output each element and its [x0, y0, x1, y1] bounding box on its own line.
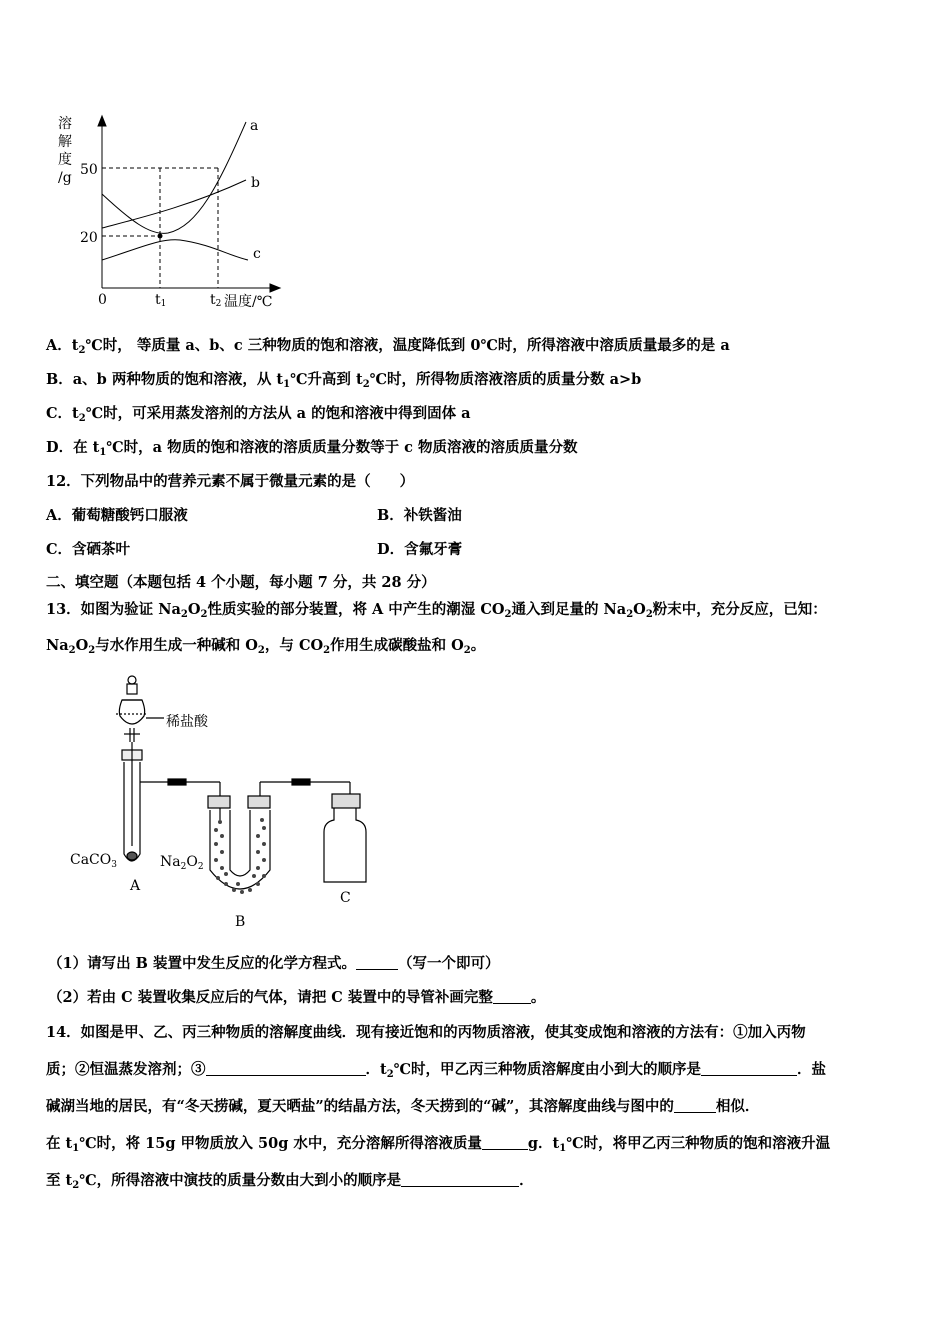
q12-stem: 12．下列物品中的营养元素不属于微量元素的是（ ）	[46, 473, 415, 490]
intersection-point	[158, 234, 163, 239]
q12-row-2	[46, 540, 646, 560]
curve-c-label: c	[253, 246, 261, 262]
apparatus-figure	[60, 670, 390, 935]
q13-answer-blank-1[interactable]	[356, 955, 398, 970]
q12-option-b: B．补铁酱油	[377, 507, 462, 524]
y-label-3: 度	[58, 152, 72, 168]
q14-answer-blank-4[interactable]	[482, 1135, 528, 1150]
caco3-label: CaCO$_3$	[70, 852, 117, 870]
q11-option-a: A．$t_2℃$时， 等质量 a、b、c 三种物质的饱和溶液，温度降低到 0℃时，所得溶液中溶质质量最多的是 a	[46, 337, 730, 356]
label-c: C	[340, 890, 351, 906]
tick-label-t2: t2	[210, 292, 222, 309]
y-label-2: 解	[58, 134, 72, 150]
y-axis-arrow	[98, 116, 106, 126]
q12-option-c: C．含硒茶叶	[46, 541, 131, 558]
q14-answer-blank-1[interactable]	[206, 1061, 366, 1076]
q12-option-d: D．含氟牙膏	[377, 541, 463, 558]
tick-label-50: 50	[80, 162, 98, 178]
curve-c	[102, 240, 248, 260]
y-label-1: 溶	[58, 116, 72, 132]
q14-line-4: 在 $t_1℃$时，将 15g 甲物质放入 50g 水中，充分溶解所得溶液质量 g．$t_1℃$时，将甲乙丙三种物质的饱和溶液升温	[46, 1135, 831, 1154]
na2o2-label: $Na_2O_2$	[160, 854, 204, 872]
q13-sub-question-2: （2）若由 C 装置收集反应后的气体，请把 C 装置中的导管补画完整 。	[48, 989, 546, 1006]
q13-sub-question-1: （1）请写出 B 装置中发生反应的化学方程式。 （写一个即可）	[48, 955, 500, 972]
q12-option-a: A．葡萄糖酸钙口服液	[46, 507, 188, 524]
tick-label-t1: t1	[155, 292, 167, 309]
curve-a	[102, 122, 246, 233]
label-a: A	[130, 878, 141, 894]
origin-label: 0	[98, 292, 107, 308]
separatory-funnel	[116, 676, 164, 742]
y-label-4: /g	[58, 170, 72, 186]
curve-b-label: b	[251, 175, 260, 191]
q11-option-b: B．a、b 两种物质的饱和溶液，从 $t_1℃$升高到 $t_2℃$时，所得物质溶液溶质的质量分数 a>b	[46, 371, 642, 390]
q13-answer-blank-2[interactable]	[493, 989, 531, 1004]
q14-answer-blank-2[interactable]	[701, 1061, 797, 1076]
q14-line-2: 质；②恒温蒸发溶剂；③ ．$t_2℃$时，甲乙丙三种物质溶解度由小到大的顺序是 ．盐	[46, 1061, 827, 1080]
q11-option-c: C．$t_2℃$时，可采用蒸发溶剂的方法从 a 的饱和溶液中得到固体 a	[46, 405, 471, 424]
bottle-c-stopper	[332, 794, 360, 808]
section2-title: 二、填空题（本题包括 4 个小题，每小题 7 分，共 28 分）	[46, 574, 436, 591]
tick-label-20: 20	[80, 230, 98, 246]
bottle-c	[324, 808, 366, 882]
label-b: B	[235, 914, 246, 930]
q14-line-1: 14．如图是甲、乙、丙三种物质的溶解度曲线．现有接近饱和的丙物质溶液，使其变成饱和溶液的方法有：①加入丙物	[46, 1024, 806, 1041]
q14-line-5: 至 $t_2℃$，所得溶液中演技的质量分数由大到小的顺序是 ．	[46, 1172, 534, 1191]
solubility-chart	[50, 108, 290, 313]
acid-label: 稀盐酸	[166, 714, 208, 730]
curve-b	[102, 180, 246, 228]
u-tube-left-stopper	[208, 796, 230, 808]
q14-line-3: 碱湖当地的居民，有“冬天捞碱，夏天晒盐”的结晶方法，冬天捞到的“碱”，其溶解度曲线与图中的 相似．	[46, 1098, 760, 1115]
q13-stem-line2: $Na_2O_2$与水作用生成一种碱和 $O_2$，与 $CO_2$作用生成碳酸盐和 $O_2$。	[46, 637, 486, 656]
q14-answer-blank-3[interactable]	[674, 1098, 716, 1113]
q12-row-1	[46, 506, 646, 526]
q13-stem-line1: 13．如图为验证 $Na_2O_2$性质实验的部分装置，将 A 中产生的潮湿 $CO_2$通入到足量的 $Na_2O_2$粉末中，充分反应，已知：	[46, 601, 827, 620]
curve-a-label: a	[250, 118, 259, 134]
x-axis-label: 温度/℃	[224, 294, 273, 310]
u-tube-right-stopper	[248, 796, 270, 808]
caco3-solid	[127, 852, 137, 860]
q14-answer-blank-5[interactable]	[401, 1172, 519, 1187]
q11-option-d: D．在 $t_1℃$时，a 物质的饱和溶液的溶质质量分数等于 c 物质溶液的溶质质量分数	[46, 439, 578, 458]
x-axis-arrow	[270, 284, 280, 292]
